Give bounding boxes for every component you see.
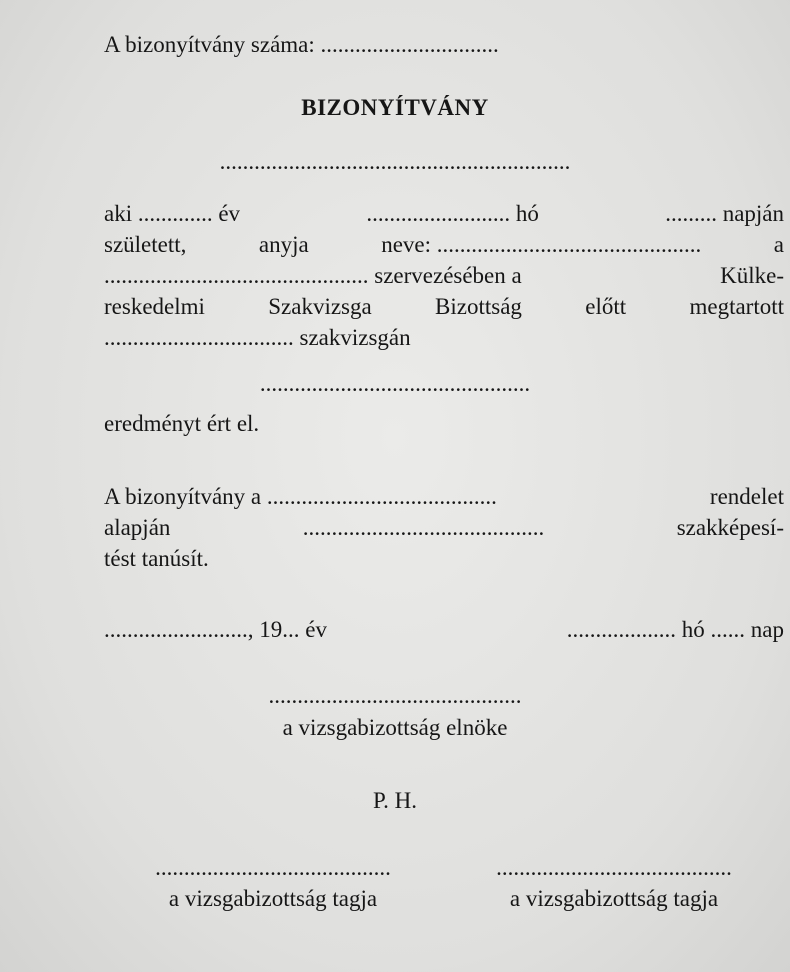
mother-line-word-4: a (773, 232, 784, 257)
basis-word-1: alapján (104, 515, 171, 540)
date-place-line (104, 616, 784, 644)
member-label-2: a vizsgabizottság tagja (509, 886, 719, 911)
result-blank: ............................................... (259, 371, 531, 396)
organizer-line-end: Külke- (720, 263, 784, 288)
basis-line (104, 514, 784, 542)
birth-year-field: aki ............. év (104, 201, 241, 226)
certifies-text: tést tanúsít. (104, 546, 209, 571)
basis-line-end: szakképesí- (676, 515, 784, 540)
mother-name-field: neve: .............................................. (381, 232, 702, 257)
committee-word-2: Szakvizsga (268, 294, 372, 319)
certificate-title: BIZONYÍTVÁNY (301, 95, 489, 120)
birth-month-field: ......................... hó (366, 201, 539, 226)
mother-line-word-2: anyja (258, 232, 309, 257)
result-text: eredményt ért el. (104, 411, 260, 436)
decree-line (104, 483, 784, 511)
chair-label: a vizsgabizottság elnöke (282, 715, 508, 740)
committee-line (104, 293, 784, 321)
member-label-1: a vizsgabizottság tagja (168, 886, 378, 911)
member-signature-line-1: ......................................... (155, 855, 391, 880)
month-day-field: ................... hó ...... nap (566, 617, 784, 642)
certificate-number-line: A bizonyítvány száma: ............................... (104, 32, 499, 57)
decree-field: A bizonyítvány a ........................................ (104, 484, 497, 509)
holder-name-blank: ............................................................. (219, 149, 571, 174)
chair-signature-line: ............................................ (268, 683, 522, 708)
organizer-field: .............................................. szervezésében a (104, 263, 522, 288)
mother-name-line (104, 231, 784, 259)
place-year-field: ........................., 19... év (104, 617, 327, 642)
organizer-line (104, 262, 784, 290)
birth-date-line (104, 200, 784, 228)
committee-word-5: megtartott (689, 294, 784, 319)
exam-line: ................................. szakvizsgán (104, 325, 411, 350)
birth-day-field: ......... napján (665, 201, 784, 226)
qualification-field: .......................................... (302, 515, 545, 540)
committee-word-4: előtt (585, 294, 627, 319)
committee-word-1: reskedelmi (104, 294, 205, 319)
seal-label: P. H. (372, 788, 418, 813)
member-signature-line-2: ......................................... (496, 855, 732, 880)
committee-word-3: Bizottság (435, 294, 522, 319)
mother-line-word-1: született, (104, 232, 187, 257)
decree-line-end: rendelet (709, 484, 784, 509)
